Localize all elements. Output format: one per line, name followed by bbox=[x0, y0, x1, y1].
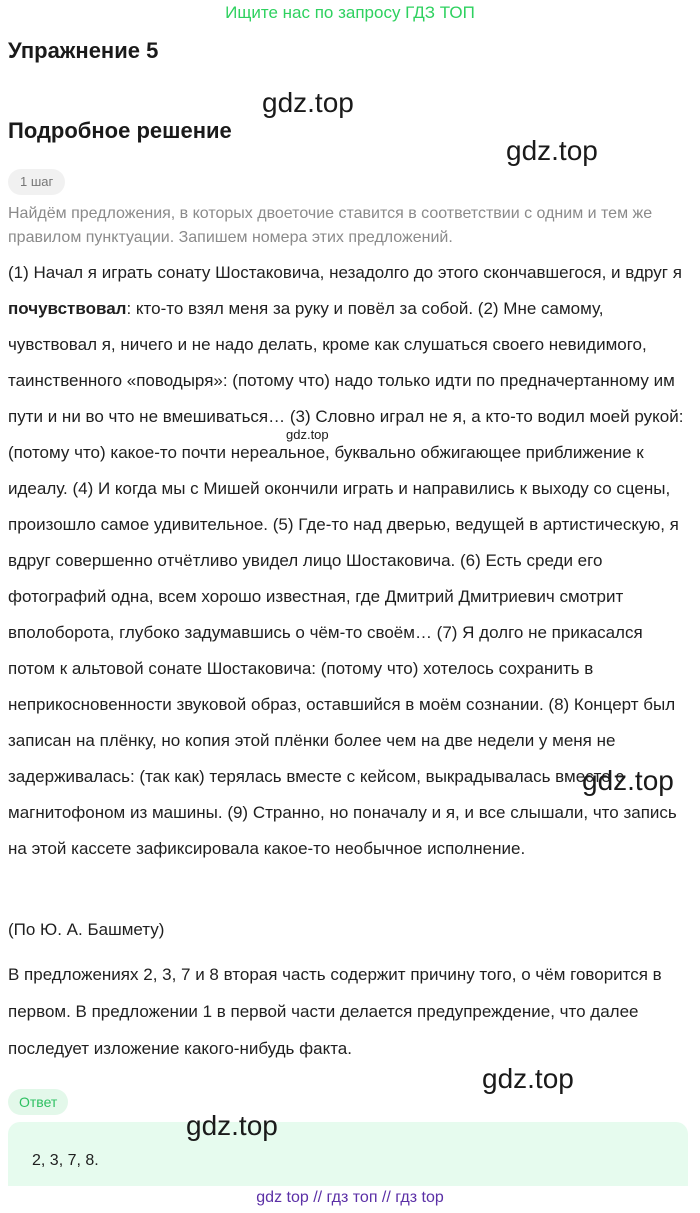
search-banner: Ищите нас по запросу ГДЗ ТОП bbox=[225, 3, 475, 22]
explanation: В предложениях 2, 3, 7 и 8 вторая часть содержит причину того, о чём говорится в первом. В предложении 1 в первой части делается предупреждение, что далее последует изложение какого-нибудь факта. bbox=[8, 965, 662, 1058]
bold-word: почувствовал bbox=[8, 299, 127, 318]
answer-badge: Ответ bbox=[8, 1089, 68, 1115]
text-source: (По Ю. А. Башмету) bbox=[8, 920, 165, 939]
watermark: gdz.top bbox=[506, 135, 598, 166]
text-part: (1) Начал я играть сонату Шостаковича, незадолго до этого скончавшегося, и вдруг я bbox=[8, 263, 682, 282]
exercise-title: Упражнение 5 bbox=[8, 38, 159, 63]
task-intro: Найдём предложения, в которых двоеточие ставится в соответствии с одним и тем же правилом пунктуации. Запишем номера этих предложений. bbox=[8, 205, 653, 246]
text-part: : кто-то взял меня за руку и повёл за собой. (2) Мне самому, чувствовал я, ничего и не надо делать, кроме как слушаться своего невидимого, таинственного «поводыря»: (потому что) надо только идти по предначертанному им пути и ни во что не вмешиваться… (3) Словно играл не я, а кто-то водил моей рукой: (потому что) какое-то почти нереальное, буквально обжигающее приближение к идеалу. (4) И когда мы с Мишей окончили играть и направились к выходу со сцены, произошло самое удивительное. (5) Где-то над дверью, ведущей в артистическую, я вдруг совершенно отчётливо увидел лицо Шостаковича. (6) Есть среди его фотографий одна, всем хорошо известная, где Дмитрий Дмитриевич смотрит вполоборота, глубоко задумавшись о чём-то своём… (7) Я долго не прикасался потом к альтовой сонате Шостаковича: (потому что) хотелось сохранить в неприкосновенности звуковой образ, оставшийся в моём сознании. (8) Концерт был записан на плёнку, но копия этой плёнки более чем на две недели у меня не задерживалась: (так как) терялась вместе с кейсом, выкрадывалась вместе с магнитофоном из машины. (9) Странно, но поначалу и я, и все слышали, что запись на этой кассете зафиксировала какое-то необычное исполнение. bbox=[8, 299, 684, 858]
solution-title: Подробное решение bbox=[8, 118, 232, 143]
footer-links[interactable]: gdz top // гдз топ // гдз top bbox=[256, 1189, 444, 1206]
watermark: gdz.top bbox=[262, 87, 354, 118]
watermark: gdz.top bbox=[482, 1063, 574, 1094]
answer-text: 2, 3, 7, 8. bbox=[32, 1152, 99, 1169]
watermark-small: gdz.top bbox=[286, 427, 329, 442]
answer-box bbox=[8, 1122, 688, 1186]
step-badge: 1 шаг bbox=[8, 169, 65, 195]
watermark: gdz.top bbox=[186, 1110, 278, 1141]
watermark: gdz.top bbox=[582, 765, 674, 796]
